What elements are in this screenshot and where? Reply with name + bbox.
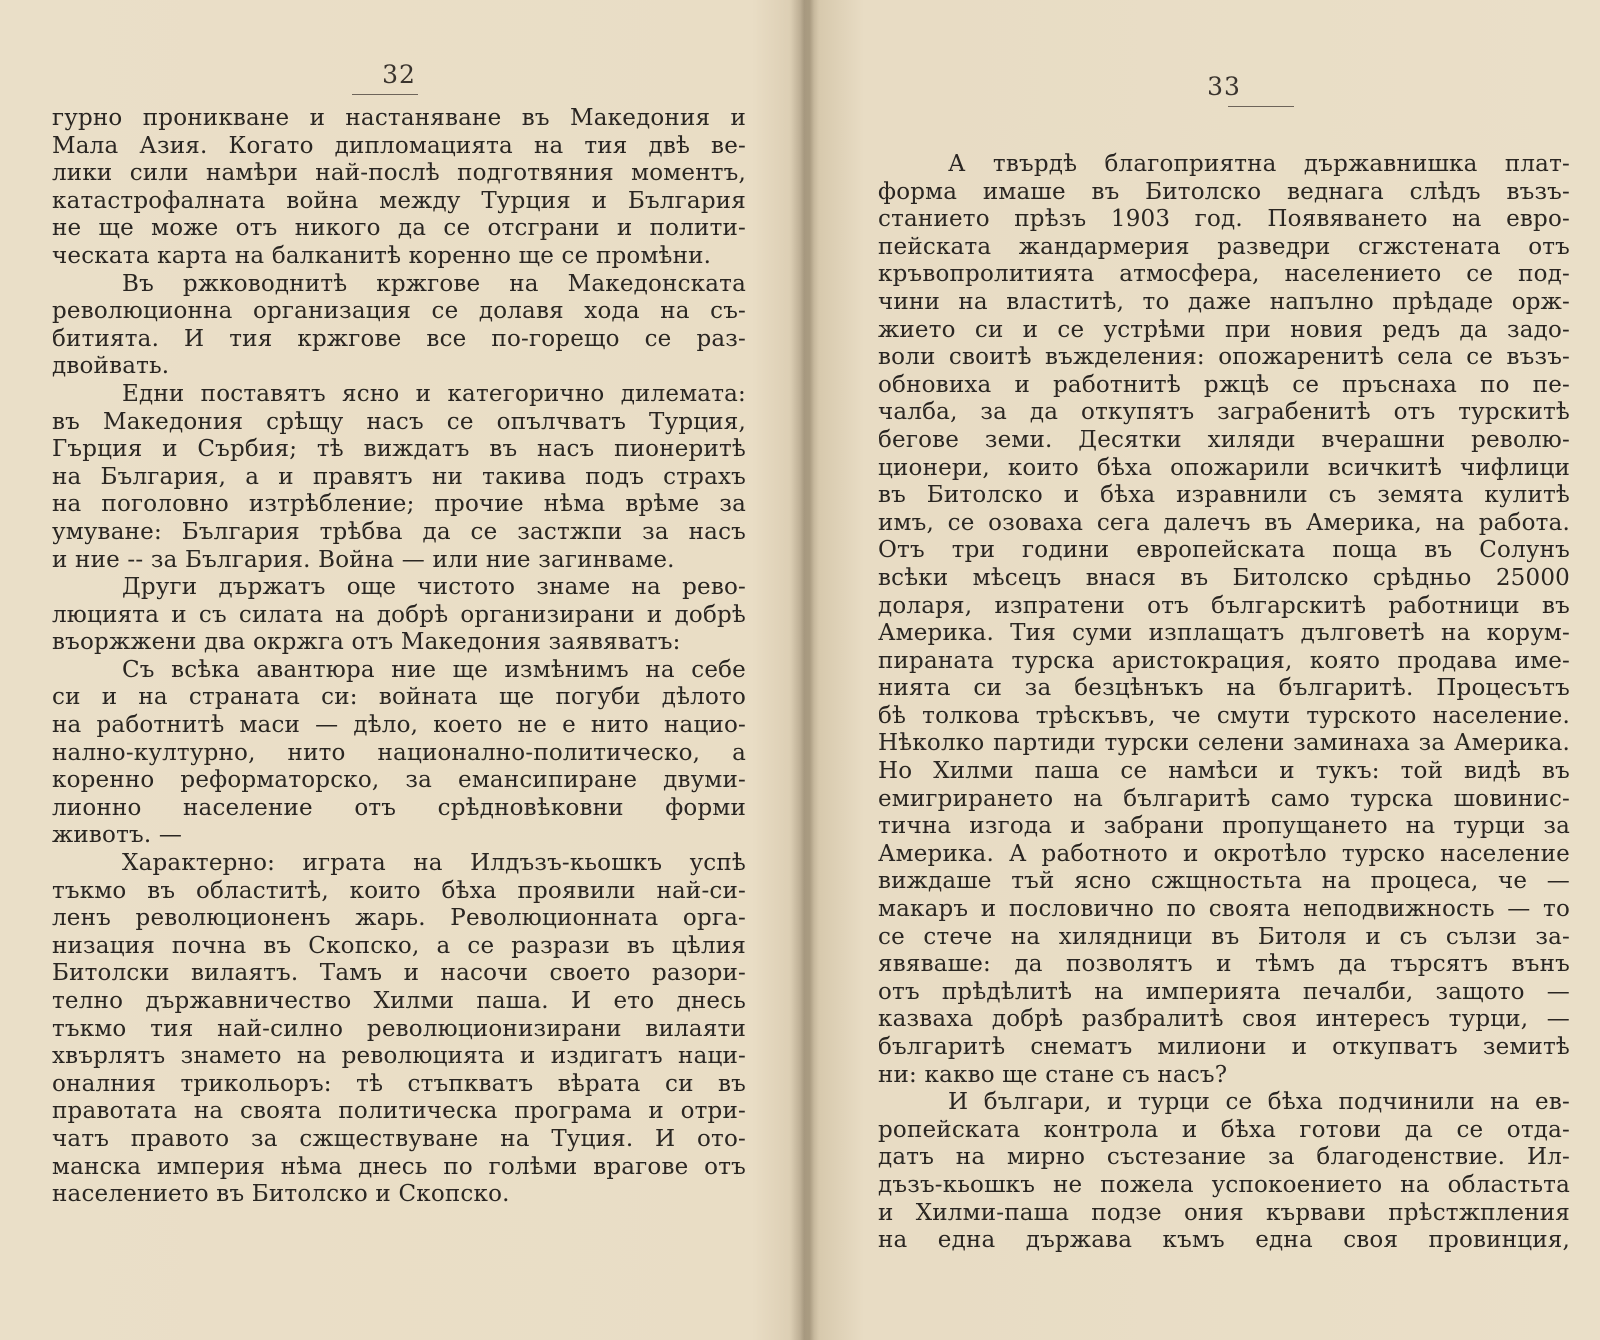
page-number-left: 32 [382,60,416,89]
text-line: низация почна въ Скопско, а се разрази въ цѣлия [52,932,746,959]
page-number-rule-left [352,94,418,95]
text-line: българитѣ снематъ милиони и откупватъ земитѣ [878,1034,1570,1060]
text-line: чалба, за да откупятъ заграбенитѣ отъ турскитѣ [878,399,1570,426]
text-line: И българи, и турци се бѣха подчинили на ев- [948,1089,1570,1116]
text-line: всѣки мѣсецъ внася въ Битолско срѣдньо 25000 [878,564,1570,591]
text-line: пираната турска аристокрация, която продава име- [878,647,1570,674]
text-line: и Хилми-паша подзе ония кървави прѣстжпления [878,1199,1570,1226]
text-line: Америка. Тия суми изплащатъ дълговетѣ на корум- [878,620,1570,647]
text-line: пейската жандармерия разведри сгжстената отъ [878,233,1570,260]
text-line: Характерно: играта на Илдъзъ-кьошкъ успѣ [122,850,746,877]
text-line: дъзъ-кьошкъ не пожела успокоението на областьта [878,1171,1570,1198]
text-line: двойвать. [52,353,170,380]
text-line: тъкмо тия най-силно революционизирани вилаяти [52,1015,746,1042]
text-line: на България, а и правятъ ни такива подъ страхъ [52,463,746,490]
text-line: умуване: България трѣбва да се застжпи за насъ [52,518,746,545]
text-line: въ Битолско и бѣха изравнили съ земята кулитѣ [878,482,1570,509]
text-line: кръвопролитията атмосфера, населението се под- [878,261,1570,288]
text-line: форма имаше въ Битолско веднага слѣдъ възъ- [878,178,1570,205]
text-line: населението въ Битолско и Скопско. [52,1181,510,1208]
text-line: Други държатъ още чистото знаме на рево- [122,574,746,601]
text-line: Гърция и Сърбия; тѣ виждатъ въ насъ пионеритѣ [52,436,746,463]
text-line: Битолски вилаятъ. Тамъ и насочи своето разори- [52,960,746,987]
text-line: жието си и се устрѣми при новия редъ да задо- [878,316,1570,343]
text-line: телно държавничество Хилми паша. И ето днесь [52,988,746,1014]
text-line: лики сили намѣри най-послѣ подготвяния моментъ, [52,160,746,187]
text-line: Едни поставятъ ясно и категорично дилемата: [122,380,746,407]
text-line: ленъ революционенъ жарь. Революционната орга- [52,905,746,932]
text-line: чатъ правото за сжществуване на Туция. И ото- [52,1125,746,1152]
text-line: не ще може отъ никого да се отсграни и полити- [52,215,746,242]
text-line: макаръ и пословично по своята неподвижность — то [878,896,1570,923]
text-line: манска империя нѣма днесь по голѣми врагове отъ [52,1153,746,1180]
text-line: лионно население отъ срѣдновѣковни форми [52,794,746,821]
text-line: гурно проникване и настаняване въ Македония и [52,105,746,131]
right-page [818,0,1600,1340]
text-line: чини на властитѣ, то даже напълно прѣдаде орж- [878,288,1570,315]
text-line: хвърлятъ знамето на революцията и издигатъ наци- [52,1043,746,1070]
text-line: станието прѣзъ 1903 год. Появяването на евро- [878,206,1570,233]
text-line: Мала Азия. Когато дипломацията на тия двѣ ве- [52,132,746,159]
text-line: отъ прѣдѣлитѣ на империята печалби, защото — [878,978,1570,1005]
text-line: битията. И тия кржгове все по-горещо се раз- [52,325,746,352]
text-line: доларя, изпратени отъ българскитѣ работници въ [878,592,1570,619]
text-line: правотата на своята политическа програма и отри- [52,1098,746,1125]
text-line: явяваше: да позволятъ и тѣмъ да търсятъ вънъ [878,951,1570,978]
text-line: имъ, се озоваха сега далечъ въ Америка, на работа. [878,509,1570,536]
page-number-right: 33 [1207,72,1241,101]
text-line: виждаше тъй ясно сжщностьта на процеса, че — [878,868,1570,895]
right-page-text [878,151,1570,1255]
text-line: обновиха и работнитѣ ржцѣ се пръснаха по пе- [878,371,1570,398]
text-line: катастрофалната война между Турция и България [52,187,746,214]
text-line: ропейската контрола и бѣха готови да се отда- [878,1116,1570,1143]
text-line: датъ на мирно състезание за благоденствие. Ил- [878,1144,1570,1171]
text-line: нията си за безцѣнъкъ на българитѣ. Процесътъ [878,675,1570,702]
text-line: ни: какво ще стане съ насъ? [878,1061,1228,1088]
text-line: А твърдѣ благоприятна държавнишка плат- [948,151,1570,177]
text-line: се стече на хилядници въ Битоля и съ сълзи за- [878,923,1570,950]
text-line: Но Хилми паша се намѣси и тукъ: той видѣ въ [878,758,1570,785]
text-line: люцията и съ силата на добрѣ организирани и добрѣ [52,601,746,628]
text-line: въ Македония срѣщу насъ се опълчватъ Турция, [52,408,746,435]
text-line: Отъ три години европейската поща въ Солунъ [878,537,1570,564]
text-line: тична изгода и забрани пропущането на турци за [878,813,1570,840]
page-number-rule-right [1228,106,1294,107]
text-line: на поголовно изтрѣбление; прочие нѣма врѣме за [52,491,746,518]
text-line: Въ ржководнитѣ кржгове на Македонската [122,270,746,297]
text-line: си и на страната си: войната ще погуби дѣлото [52,684,746,711]
text-line: коренно реформаторско, за емансипиране двуми- [52,767,746,794]
text-line: и ние -- за България. Война — или ние загинваме. [52,546,675,573]
text-line: Нѣколко партиди турски селени заминаха за Америка. [878,730,1570,757]
text-line: воли своитѣ въжделения: опожаренитѣ села се възъ- [878,344,1570,371]
text-line: на една държава къмъ една своя провинция, [878,1227,1570,1254]
left-page-text [52,105,746,1209]
text-line: животъ. — [52,822,183,849]
text-line: ционери, които бѣха опожарили всичкитѣ чифлици [878,454,1570,481]
text-line: казваха добрѣ разбралитѣ своя интересъ турци, — [878,1006,1570,1033]
text-line: тъкмо въ областитѣ, които бѣха проявили най-си- [52,877,746,904]
text-line: бегове земи. Десятки хиляди вчерашни револю- [878,426,1570,453]
text-line: на работнитѣ маси — дѣло, което не е нито нацио- [52,712,746,739]
text-line: революционна организация се долавя хода на съ- [52,298,746,325]
text-line: оналния трикольоръ: тѣ стъпкватъ вѣрата си въ [52,1070,746,1097]
text-line: бѣ толкова трѣскъвъ, че смути турското население. [878,702,1570,729]
text-line: въоржжени два окржга отъ Македония заявяватъ: [52,629,681,656]
text-line: ческата карта на балканитѣ коренно ще се промѣни. [52,242,712,269]
text-line: Америка. А работното и окротѣло турско население [878,840,1570,867]
text-line: нално-културно, нито национално-политическо, а [52,739,746,766]
text-line: Съ всѣка авантюра ние ще измѣнимъ на себе [122,656,746,683]
text-line: емигрирането на българитѣ само турска шовинис- [878,785,1570,812]
